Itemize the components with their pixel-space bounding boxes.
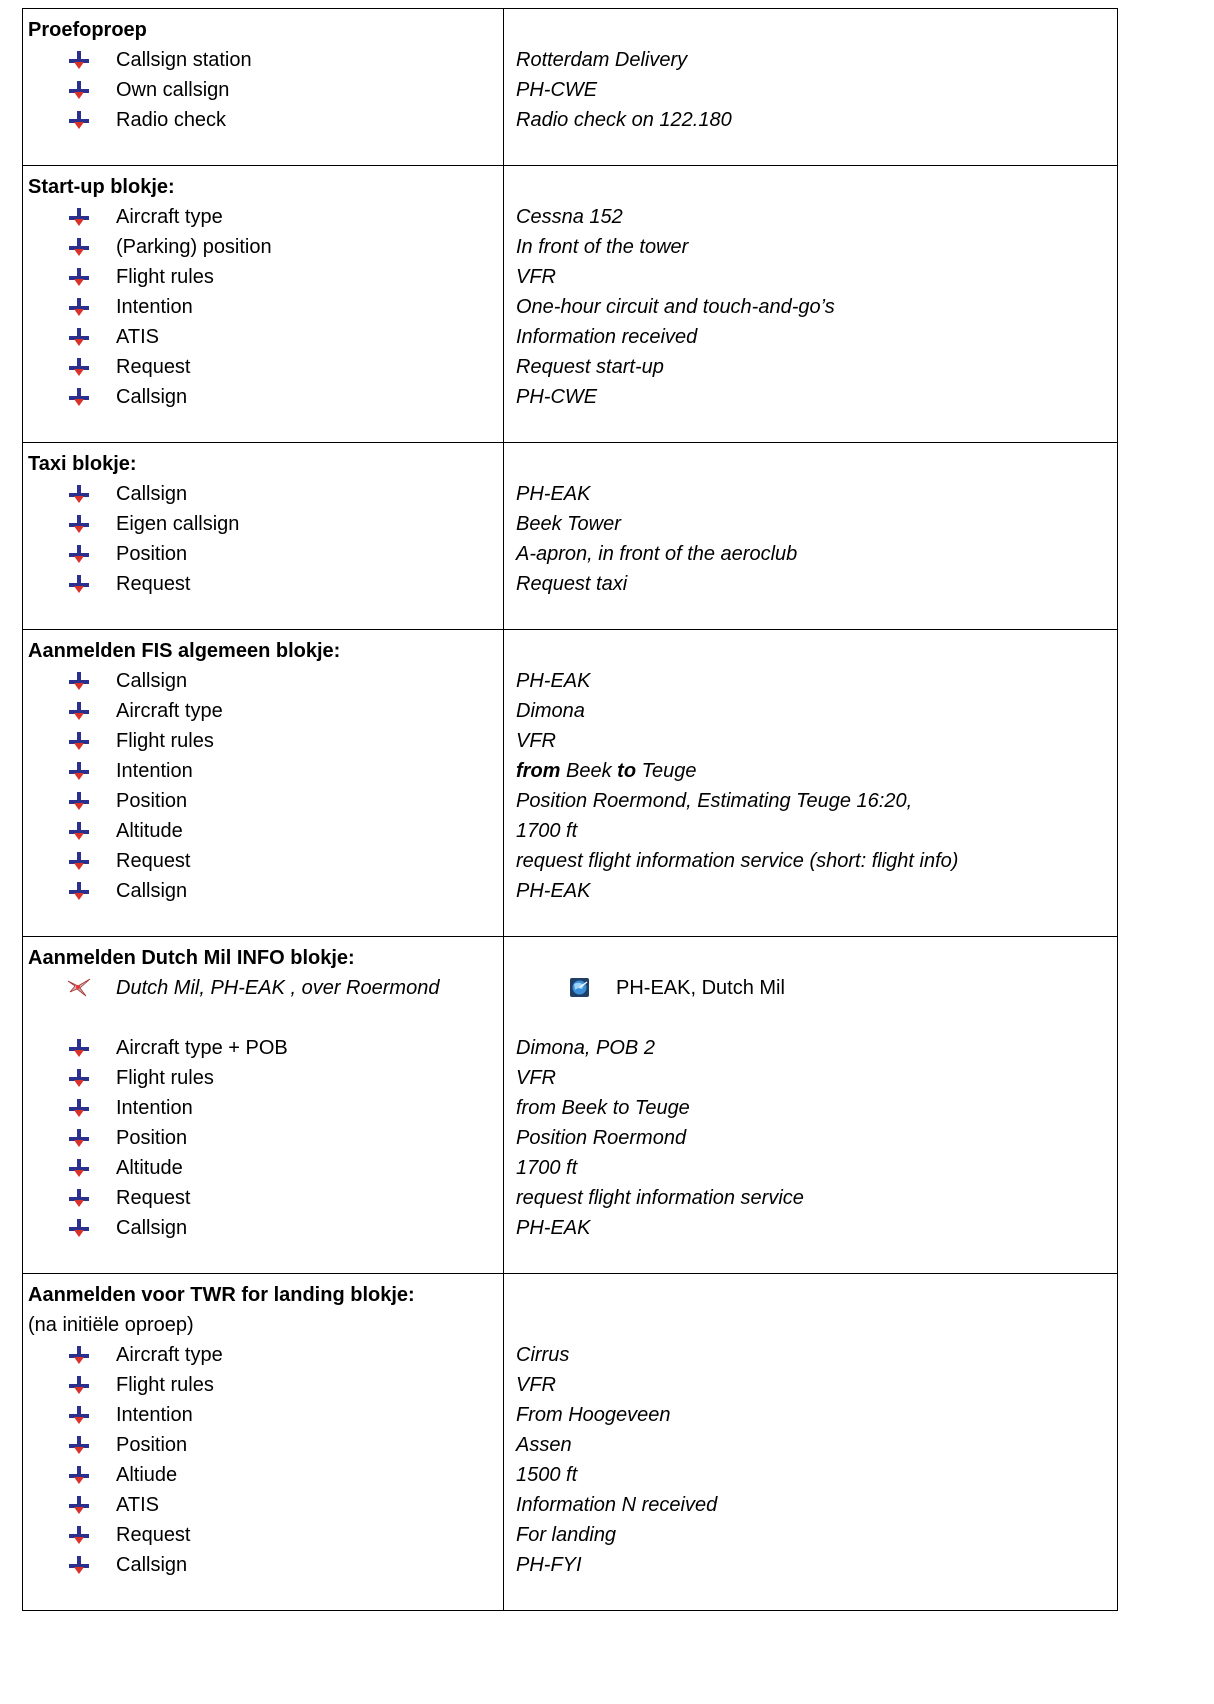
- arrow-cross-bullet-icon: [68, 731, 90, 751]
- item-value: PH-EAK: [516, 1217, 591, 1239]
- item-label-text: Intention: [116, 1097, 193, 1119]
- item-label: [28, 479, 503, 509]
- item-label-text: Altiude: [116, 1464, 178, 1486]
- item-value: [516, 756, 1117, 786]
- section-left-cell: [23, 937, 504, 1274]
- item-label-text: Position: [116, 1434, 188, 1456]
- item-label-text: Position: [116, 790, 188, 812]
- item-label-text: Altitude: [116, 1157, 183, 1179]
- section-bottom-pad: [516, 599, 1117, 629]
- item-label-text: Aircraft type + POB: [116, 1037, 288, 1059]
- item-label: [28, 1520, 503, 1550]
- item-label: [28, 75, 503, 105]
- item-value: PH-EAK: [516, 880, 591, 902]
- value-word: Teuge: [641, 760, 697, 782]
- item-label-text: (Parking) position: [116, 236, 272, 258]
- item-label: [28, 1183, 503, 1213]
- item-label-text: Aircraft type: [116, 700, 223, 722]
- item-label-text: Own callsign: [116, 79, 230, 101]
- item-value: Beek Tower: [516, 513, 621, 535]
- item-label-text: Callsign station: [116, 49, 252, 71]
- item-value: Radio check on 122.180: [516, 109, 732, 131]
- section-right-cell: [504, 166, 1118, 443]
- item-value: A-apron, in front of the aeroclub: [516, 543, 798, 565]
- item-value: 1700 ft: [516, 820, 578, 842]
- item-label: [28, 1430, 503, 1460]
- section-bottom-pad: [516, 906, 1117, 936]
- item-value: One-hour circuit and touch-and-go’s: [516, 296, 835, 318]
- value-word: Beek: [566, 760, 618, 782]
- item-value: VFR: [516, 1067, 556, 1089]
- section-bottom-pad: [516, 1580, 1117, 1610]
- item-label: [28, 1340, 503, 1370]
- item-value: Information N received: [516, 1494, 718, 1516]
- item-label: [28, 1213, 503, 1243]
- section-bottom-pad: [28, 412, 503, 442]
- item-label: [28, 756, 503, 786]
- item-label-text: Radio check: [116, 109, 227, 131]
- arrow-cross-bullet-icon: [68, 297, 90, 317]
- item-label: [28, 262, 503, 292]
- section-right-cell: [504, 9, 1118, 166]
- item-value: 1500 ft: [516, 1464, 578, 1486]
- item-label-text: Request: [116, 1524, 191, 1546]
- arrow-cross-bullet-icon: [68, 237, 90, 257]
- section-left-cell: [23, 443, 504, 630]
- item-label-text: Intention: [116, 760, 193, 782]
- item-label: [28, 105, 503, 135]
- item-label: [28, 696, 503, 726]
- section-header: Aanmelden voor TWR for landing blokje:: [28, 1284, 415, 1306]
- item-label-text: Flight rules: [116, 266, 214, 288]
- item-value: Cirrus: [516, 1344, 570, 1366]
- arrow-cross-bullet-icon: [68, 671, 90, 691]
- item-value: Position Roermond, Estimating Teuge 16:20,: [516, 790, 913, 812]
- arrow-cross-bullet-icon: [68, 1435, 90, 1455]
- item-label-text: Callsign: [116, 483, 188, 505]
- item-label-text: Flight rules: [116, 1374, 214, 1396]
- section-right-cell: [504, 443, 1118, 630]
- arrow-cross-bullet-icon: [68, 701, 90, 721]
- item-label: [28, 45, 503, 75]
- exchange-spacer: [516, 1003, 1117, 1033]
- arrow-cross-bullet-icon: [68, 1128, 90, 1148]
- item-label-text: Aircraft type: [116, 1344, 223, 1366]
- arrow-cross-bullet-icon: [68, 80, 90, 100]
- arrow-cross-bullet-icon: [68, 327, 90, 347]
- item-label: [28, 352, 503, 382]
- item-label: [28, 726, 503, 756]
- item-value: Rotterdam Delivery: [516, 49, 688, 71]
- section-header: Taxi blokje:: [28, 453, 137, 475]
- item-label-text: Callsign: [116, 386, 188, 408]
- item-label: [28, 816, 503, 846]
- item-label: [28, 786, 503, 816]
- section-left-cell: [23, 9, 504, 166]
- item-value: PH-EAK: [516, 670, 591, 692]
- arrow-cross-bullet-icon: [68, 110, 90, 130]
- arrow-cross-bullet-icon: [68, 357, 90, 377]
- arrow-cross-bullet-icon: [68, 791, 90, 811]
- item-label: [28, 1063, 503, 1093]
- section-row: [23, 630, 1118, 937]
- item-label: [28, 1370, 503, 1400]
- arrow-cross-bullet-icon: [68, 1405, 90, 1425]
- item-value: Information received: [516, 326, 698, 348]
- section-row: [23, 9, 1118, 166]
- section-header: Proefoproep: [28, 19, 147, 41]
- item-value: Assen: [516, 1434, 572, 1456]
- item-label-text: Flight rules: [116, 730, 214, 752]
- arrow-cross-bullet-icon: [68, 1465, 90, 1485]
- item-label-text: ATIS: [116, 1494, 159, 1516]
- value-word: from: [516, 760, 566, 782]
- item-label-text: Eigen callsign: [116, 513, 240, 535]
- arrow-cross-bullet-icon: [68, 1218, 90, 1238]
- header-spacer: [516, 1280, 1117, 1310]
- item-label-text: Intention: [116, 296, 193, 318]
- item-label-text: ATIS: [116, 326, 159, 348]
- subheader-spacer: [516, 1310, 1117, 1340]
- item-label-text: Position: [116, 1127, 188, 1149]
- item-label: [28, 509, 503, 539]
- item-label: [28, 1093, 503, 1123]
- item-label: [28, 539, 503, 569]
- section-right-cell: [504, 630, 1118, 937]
- item-value: PH-CWE: [516, 386, 598, 408]
- arrow-cross-bullet-icon: [68, 544, 90, 564]
- arrow-cross-bullet-icon: [68, 514, 90, 534]
- item-value: Request start-up: [516, 356, 664, 378]
- section-row: [23, 1274, 1118, 1611]
- aircraft-icon: [66, 976, 92, 998]
- item-label: [28, 569, 503, 599]
- arrow-cross-bullet-icon: [68, 1038, 90, 1058]
- arrow-cross-bullet-icon: [68, 387, 90, 407]
- item-label-text: Callsign: [116, 670, 188, 692]
- header-spacer: [516, 449, 1117, 479]
- item-label: [28, 322, 503, 352]
- arrow-cross-bullet-icon: [68, 1068, 90, 1088]
- section-row: [23, 443, 1118, 630]
- item-value: For landing: [516, 1524, 617, 1546]
- item-value: request flight information service: [516, 1187, 804, 1209]
- arrow-cross-bullet-icon: [68, 821, 90, 841]
- section-bottom-pad: [516, 412, 1117, 442]
- section-bottom-pad: [28, 906, 503, 936]
- item-value: VFR: [516, 730, 556, 752]
- item-label: [28, 1490, 503, 1520]
- item-value: Cessna 152: [516, 206, 623, 228]
- item-label: [28, 876, 503, 906]
- item-value: VFR: [516, 1374, 556, 1396]
- item-label: [28, 382, 503, 412]
- header-spacer: [516, 172, 1117, 202]
- arrow-cross-bullet-icon: [68, 267, 90, 287]
- item-value: PH-CWE: [516, 79, 598, 101]
- arrow-cross-bullet-icon: [68, 761, 90, 781]
- exchange-spacer: [28, 1003, 503, 1033]
- item-label-text: Callsign: [116, 880, 188, 902]
- section-header: Aanmelden Dutch Mil INFO blokje:: [28, 947, 355, 969]
- radar-globe-icon: [570, 978, 589, 997]
- item-value: from Beek to Teuge: [516, 1097, 690, 1119]
- section-header: Aanmelden FIS algemeen blokje:: [28, 640, 341, 662]
- item-value: Position Roermond: [516, 1127, 687, 1149]
- item-value: PH-FYI: [516, 1554, 582, 1576]
- item-label: [28, 1033, 503, 1063]
- item-value: From Hoogeveen: [516, 1404, 671, 1426]
- header-spacer: [516, 943, 1117, 973]
- item-label-text: Flight rules: [116, 1067, 214, 1089]
- atc-reply-line: [516, 973, 1117, 1003]
- item-label: [28, 292, 503, 322]
- item-value: VFR: [516, 266, 556, 288]
- item-label-text: Request: [116, 1187, 191, 1209]
- section-row: [23, 937, 1118, 1274]
- item-label-text: Aircraft type: [116, 206, 223, 228]
- section-left-cell: [23, 1274, 504, 1611]
- item-value: Dimona, POB 2: [516, 1037, 655, 1059]
- section-row: [23, 166, 1118, 443]
- arrow-cross-bullet-icon: [68, 1345, 90, 1365]
- item-label-text: Request: [116, 356, 191, 378]
- document: [22, 8, 1118, 1611]
- item-label-text: Callsign: [116, 1217, 188, 1239]
- phraseology-table: [22, 8, 1118, 1611]
- arrow-cross-bullet-icon: [68, 1525, 90, 1545]
- item-value: In front of the tower: [516, 236, 689, 258]
- item-label: [28, 846, 503, 876]
- section-bottom-pad: [28, 135, 503, 165]
- arrow-cross-bullet-icon: [68, 1375, 90, 1395]
- section-subheader: (na initiële oproep): [28, 1314, 194, 1336]
- arrow-cross-bullet-icon: [68, 1495, 90, 1515]
- atc-reply-text: PH-EAK, Dutch Mil: [616, 977, 785, 999]
- header-spacer: [516, 15, 1117, 45]
- section-bottom-pad: [28, 1580, 503, 1610]
- section-right-cell: [504, 1274, 1118, 1611]
- item-label: [28, 202, 503, 232]
- item-label-text: Position: [116, 543, 188, 565]
- item-value: PH-EAK: [516, 483, 591, 505]
- item-label: [28, 666, 503, 696]
- item-label: [28, 1153, 503, 1183]
- value-word: to: [617, 760, 642, 782]
- section-left-cell: [23, 166, 504, 443]
- arrow-cross-bullet-icon: [68, 50, 90, 70]
- arrow-cross-bullet-icon: [68, 1098, 90, 1118]
- section-bottom-pad: [516, 135, 1117, 165]
- pilot-call-line: [28, 973, 503, 1003]
- item-label: [28, 1550, 503, 1580]
- item-label: [28, 232, 503, 262]
- item-label: [28, 1123, 503, 1153]
- item-label-text: Altitude: [116, 820, 183, 842]
- arrow-cross-bullet-icon: [68, 851, 90, 871]
- section-bottom-pad: [28, 1243, 503, 1273]
- item-label-text: Request: [116, 850, 191, 872]
- arrow-cross-bullet-icon: [68, 484, 90, 504]
- item-label: [28, 1400, 503, 1430]
- item-value: Request taxi: [516, 573, 628, 595]
- section-left-cell: [23, 630, 504, 937]
- header-spacer: [516, 636, 1117, 666]
- arrow-cross-bullet-icon: [68, 1555, 90, 1575]
- arrow-cross-bullet-icon: [68, 1188, 90, 1208]
- arrow-cross-bullet-icon: [68, 881, 90, 901]
- section-bottom-pad: [516, 1243, 1117, 1273]
- item-label-text: Intention: [116, 1404, 193, 1426]
- arrow-cross-bullet-icon: [68, 1158, 90, 1178]
- item-value: 1700 ft: [516, 1157, 578, 1179]
- item-label-text: Callsign: [116, 1554, 188, 1576]
- item-value: Dimona: [516, 700, 585, 722]
- item-label: [28, 1460, 503, 1490]
- pilot-call-text: Dutch Mil, PH-EAK , over Roermond: [116, 977, 440, 999]
- item-value: request flight information service (short: flight info): [516, 850, 959, 872]
- item-label-text: Request: [116, 573, 191, 595]
- section-right-cell: [504, 937, 1118, 1274]
- arrow-cross-bullet-icon: [68, 574, 90, 594]
- arrow-cross-bullet-icon: [68, 207, 90, 227]
- section-bottom-pad: [28, 599, 503, 629]
- section-header: Start-up blokje:: [28, 176, 175, 198]
